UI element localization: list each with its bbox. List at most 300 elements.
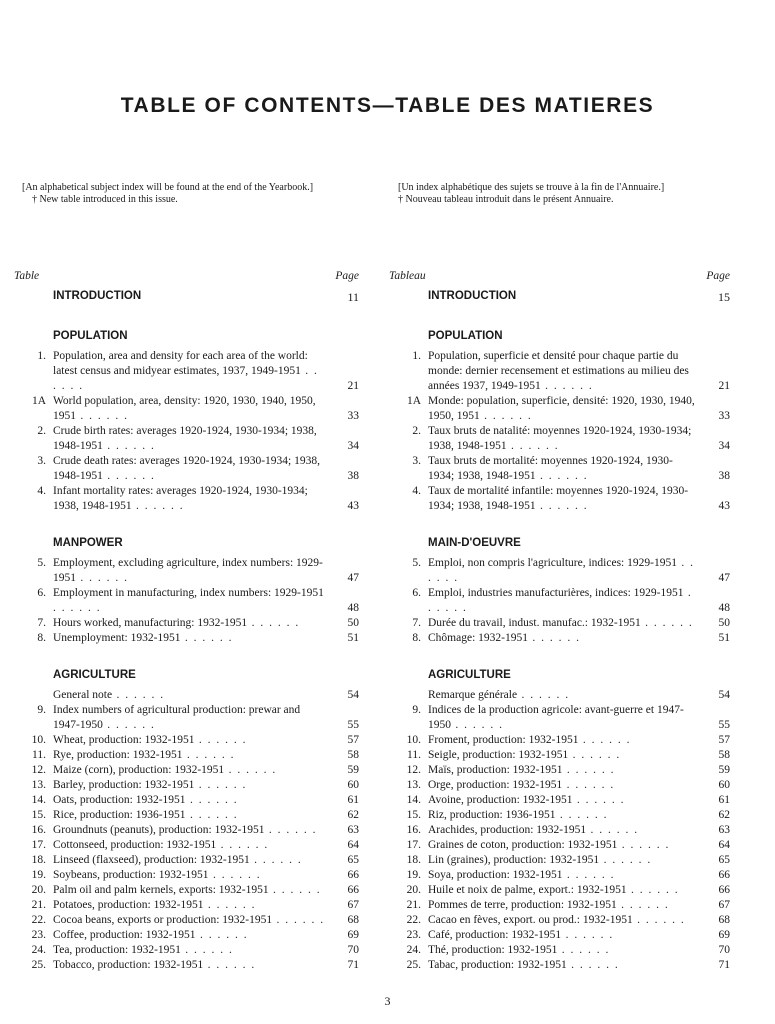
entry-title [428, 484, 698, 514]
toc-entry[interactable] [14, 793, 359, 808]
table-number: 6. [37, 587, 46, 599]
entry-title-text: Index numbers of agricultural production: prewar and 1947-1950 [53, 704, 301, 731]
toc-entry[interactable] [14, 808, 359, 823]
page-ref[interactable]: 43 [718, 500, 730, 512]
page-ref[interactable]: 51 [718, 632, 730, 644]
toc-entry[interactable] [14, 748, 359, 763]
page-ref[interactable]: 58 [347, 749, 359, 761]
dot-leader: . . . . . . [568, 749, 621, 761]
page-ref[interactable]: 70 [718, 944, 730, 956]
toc-entry[interactable] [14, 556, 359, 586]
dot-leader: . . . . . . [626, 884, 680, 896]
toc-entry[interactable] [389, 631, 730, 646]
entry-title [428, 823, 698, 838]
table-number: 3. [37, 455, 46, 467]
table-number: 9. [412, 704, 421, 716]
entry-title-text: Unemployment: 1932-1951 [53, 632, 181, 644]
dot-leader: . . . . . . [561, 929, 614, 941]
entry-title-text: Remarque générale [428, 689, 518, 701]
page-ref[interactable]: 59 [718, 764, 730, 776]
entry-title [53, 838, 327, 853]
dot-leader: . . . . . . [599, 854, 652, 866]
dot-leader: . . . . . . [557, 944, 610, 956]
entry-title-text: Cacao en fèves, export. ou prod.: 1932-1951 [428, 914, 633, 926]
dot-leader: . . . . . . [102, 470, 156, 482]
toc-entry[interactable] [389, 733, 730, 748]
page-ref[interactable]: 59 [347, 764, 359, 776]
page-ref[interactable]: 54 [718, 689, 730, 701]
entry-title-text: Cocoa beans, exports or production: 1932-1951 [53, 914, 273, 926]
entry-title-text: Emploi, non compris l'agriculture, indices: 1929-1951 [428, 557, 677, 569]
entry-title-text: Avoine, production: 1932-1951 [428, 794, 573, 806]
page-ref[interactable]: 47 [347, 572, 359, 584]
entry-title-text: Population, superficie et densité pour chaque partie du monde: dernier recensement et estimations au milieu des années 1937, 1949-1951 [428, 350, 689, 392]
table-number: 25. [31, 959, 46, 971]
entry-title-text: Taux de mortalité infantile: moyennes 1920-1924, 1930-1934; 1938, 1948-1951 [428, 485, 689, 512]
section-introduction [389, 290, 730, 305]
section-introduction [14, 290, 359, 305]
entry-title-text: Oats, production: 1932-1951 [53, 794, 186, 806]
page-ref[interactable]: 60 [718, 779, 730, 791]
table-number: 8. [412, 632, 421, 644]
toc-entry[interactable] [14, 484, 359, 514]
toc-entry[interactable] [14, 703, 359, 733]
entry-title [428, 898, 698, 913]
toc-entry[interactable] [389, 838, 730, 853]
table-number: 5. [412, 557, 421, 569]
table-number: 1A [406, 395, 421, 407]
entry-title-text: Crude death rates: averages 1920-1924, 1930-1934; 1938, 1948-1951 [53, 455, 320, 482]
toc-entry[interactable] [389, 883, 730, 898]
table-number: 17. [406, 839, 421, 851]
toc-entry[interactable] [14, 688, 359, 703]
toc-entry[interactable] [14, 868, 359, 883]
dot-leader: . . . . . . [428, 587, 693, 614]
dot-leader: . . . . . . [195, 929, 249, 941]
table-number: 7. [37, 617, 46, 629]
toc-entry[interactable] [389, 424, 730, 454]
entry-title [53, 778, 327, 793]
table-number: 18. [406, 854, 421, 866]
table-number: 15. [31, 809, 46, 821]
entry-title [428, 928, 698, 943]
dot-leader: . . . . . . [617, 839, 670, 851]
dot-leader: . . . . . . [249, 854, 303, 866]
page-number: 3 [384, 994, 391, 1008]
toc-entry[interactable] [14, 838, 359, 853]
entry-title [53, 748, 327, 763]
toc-entry[interactable] [14, 616, 359, 631]
dot-leader: . . . . . . [180, 632, 233, 644]
page-ref[interactable]: 21 [718, 380, 730, 392]
toc-entry[interactable] [389, 958, 730, 973]
section-heading-label: INTRODUCTION [428, 290, 517, 302]
entry-title [53, 454, 327, 484]
toc-entry[interactable] [14, 454, 359, 484]
toc-entry[interactable] [389, 616, 730, 631]
dot-leader: . . . . . . [76, 572, 129, 584]
toc-entry[interactable] [14, 586, 359, 616]
section-heading: AGRICULTURE [428, 669, 511, 681]
table-number: 19. [31, 869, 46, 881]
left-index-note: [An alphabetical subject index will be found at the end of the Yearbook.] [22, 182, 314, 193]
dot-leader: . . . . . . [535, 470, 589, 482]
right-new-table-note: † Nouveau tableau introduit dans le présent Annuaire. [398, 194, 614, 205]
table-number: 4. [37, 485, 46, 497]
toc-section [14, 537, 359, 646]
page-ref[interactable]: 61 [347, 794, 359, 806]
page-ref[interactable]: 61 [718, 794, 730, 806]
toc-entry[interactable] [389, 823, 730, 838]
page-ref[interactable]: 68 [718, 914, 730, 926]
dot-leader: . . . . . . [264, 824, 317, 836]
page-ref[interactable]: 66 [347, 869, 359, 881]
page-ref[interactable]: 50 [718, 617, 730, 629]
entry-title [428, 763, 698, 778]
toc-entry[interactable] [389, 808, 730, 823]
entry-title-text: Employment, excluding agriculture, index numbers: 1929-1951 [53, 557, 323, 584]
entry-title [53, 733, 327, 748]
entry-title [428, 808, 698, 823]
dot-leader: . . . . . . [112, 689, 165, 701]
dot-leader: . . . . . . [194, 734, 247, 746]
page-ref[interactable]: 43 [347, 500, 359, 512]
table-number: 25. [406, 959, 421, 971]
dot-leader: . . . . . . [216, 839, 269, 851]
entry-title-text: Palm oil and palm kernels, exports: 1932-1951 [53, 884, 269, 896]
entry-title [53, 688, 327, 703]
dot-leader: . . . . . . [578, 734, 631, 746]
entry-title [53, 928, 327, 943]
entry-title [53, 883, 327, 898]
dot-leader: . . . . . . [517, 689, 570, 701]
page-ref[interactable]: 65 [347, 854, 359, 866]
table-number: 6. [412, 587, 421, 599]
entry-title-text: General note [53, 689, 113, 701]
toc-entry[interactable] [14, 943, 359, 958]
toc-entry[interactable] [389, 349, 730, 394]
entry-title-text: Rice, production: 1936-1951 [53, 809, 186, 821]
dot-leader: . . . . . . [527, 632, 581, 644]
page-ref[interactable]: 34 [347, 440, 359, 452]
entry-title [428, 913, 698, 928]
table-number: 15. [406, 809, 421, 821]
page-ref[interactable]: 62 [718, 809, 730, 821]
table-number: 14. [31, 794, 46, 806]
entry-title [428, 394, 698, 424]
toc-entry[interactable] [389, 778, 730, 793]
table-number: 22. [31, 914, 46, 926]
entry-title-text: Rye, production: 1932-1951 [53, 749, 183, 761]
toc-section [389, 669, 730, 973]
entry-title-text: Taux bruts de natalité: moyennes 1920-1924, 1930-1934; 1938, 1948-1951 [428, 425, 692, 452]
table-number: 23. [31, 929, 46, 941]
toc-entry[interactable] [389, 748, 730, 763]
page-ref[interactable]: 64 [718, 839, 730, 851]
entry-title-text: Employment in manufacturing, index numbers: 1929-1951 [53, 587, 324, 599]
entry-title-text: Thé, production: 1932-1951 [428, 944, 558, 956]
section-heading: AGRICULTURE [53, 669, 136, 681]
toc-entry[interactable] [389, 394, 730, 424]
entry-title-text: Café, production: 1932-1951 [428, 929, 562, 941]
toc-entry[interactable] [389, 763, 730, 778]
table-number: 21. [31, 899, 46, 911]
page-ref[interactable]: 69 [347, 929, 359, 941]
table-number: 16. [406, 824, 421, 836]
toc-entry[interactable] [14, 898, 359, 913]
entry-title [53, 823, 327, 838]
toc-section [14, 669, 359, 973]
toc-entry[interactable] [389, 703, 730, 733]
toc-entry[interactable] [14, 733, 359, 748]
dot-leader: . . . . . . [479, 410, 533, 422]
dot-leader: . . . . . . [76, 410, 129, 422]
page-ref[interactable]: 38 [718, 470, 730, 482]
page-ref[interactable]: 54 [347, 689, 359, 701]
entry-title-text: Huile et noix de palme, export.: 1932-1951 [428, 884, 627, 896]
dot-leader: . . . . . . [203, 959, 256, 971]
entry-title-text: Pommes de terre, production: 1932-1951 [428, 899, 617, 911]
dot-leader: . . . . . . [247, 617, 300, 629]
entry-title [53, 556, 327, 586]
page-ref[interactable]: 68 [347, 914, 359, 926]
entry-title [53, 943, 327, 958]
column-header-page: Page [335, 270, 359, 282]
entry-title-text: Groundnuts (peanuts), production: 1932-1951 [53, 824, 265, 836]
toc-entry[interactable] [14, 424, 359, 454]
entry-title [53, 394, 327, 424]
entry-title-text: Riz, production: 1936-1951 [428, 809, 556, 821]
toc-entry[interactable] [14, 823, 359, 838]
section-heading: MANPOWER [53, 537, 123, 549]
section-heading: MAIN-D'OEUVRE [428, 537, 521, 549]
toc-entry[interactable] [389, 586, 730, 616]
page-ref[interactable]: 38 [347, 470, 359, 482]
column-header [14, 270, 359, 288]
table-number: 21. [406, 899, 421, 911]
page-ref[interactable]: 71 [718, 959, 730, 971]
page-title: TABLE OF CONTENTS—TABLE DES MATIERES [120, 94, 655, 117]
page-ref[interactable]: 62 [347, 809, 359, 821]
entry-title [428, 733, 698, 748]
dot-leader: . . . . . . [555, 809, 608, 821]
entry-title-text: Tea, production: 1932-1951 [53, 944, 181, 956]
dot-leader: . . . . . . [632, 914, 686, 926]
table-number: 2. [412, 425, 421, 437]
table-number: 4. [412, 485, 421, 497]
page-ref[interactable]: 57 [718, 734, 730, 746]
dot-leader: . . . . . . [562, 779, 615, 791]
right-notes [398, 182, 728, 206]
entry-title [428, 424, 698, 454]
entry-title [53, 898, 327, 913]
entry-title-text: Maize (corn), production: 1932-1951 [53, 764, 225, 776]
entry-title [428, 853, 698, 868]
toc-entry[interactable] [14, 883, 359, 898]
page-ref[interactable]: 63 [347, 824, 359, 836]
table-number: 12. [31, 764, 46, 776]
toc-entry[interactable] [14, 928, 359, 943]
entry-title-text: Emploi, industries manufacturières, indices: 1929-1951 [428, 587, 684, 599]
toc-entry[interactable] [389, 556, 730, 586]
entry-title-text: Lin (graines), production: 1932-1951 [428, 854, 600, 866]
dot-leader: . . . . . . [224, 764, 277, 776]
table-number: 20. [31, 884, 46, 896]
toc-entry[interactable] [14, 778, 359, 793]
left-new-table-note: † New table introduced in this issue. [32, 194, 178, 205]
page-ref[interactable]: 63 [718, 824, 730, 836]
table-number: 24. [31, 944, 46, 956]
page-ref[interactable]: 33 [718, 410, 730, 422]
section-heading [53, 290, 359, 305]
page-ref[interactable]: 48 [347, 602, 359, 614]
table-number: 1. [37, 350, 46, 362]
toc-entry[interactable] [389, 913, 730, 928]
table-number: 3. [412, 455, 421, 467]
page-ref[interactable]: 48 [718, 602, 730, 614]
dot-leader: . . . . . . [451, 719, 504, 731]
entry-title [53, 958, 327, 973]
left-notes [22, 182, 358, 206]
entry-title [428, 748, 698, 763]
table-number: 10. [31, 734, 46, 746]
page-ref[interactable]: 34 [718, 440, 730, 452]
page-ref[interactable]: 11 [347, 290, 359, 304]
toc-entry[interactable] [389, 853, 730, 868]
page-ref[interactable]: 47 [718, 572, 730, 584]
toc-entry[interactable] [14, 958, 359, 973]
entry-title [53, 853, 327, 868]
table-number: 1A [31, 395, 46, 407]
left-toc-column [14, 270, 359, 973]
entry-title-text: Tobacco, production: 1932-1951 [53, 959, 204, 971]
toc-entry[interactable] [389, 688, 730, 703]
toc-entry[interactable] [14, 853, 359, 868]
table-number: 9. [37, 704, 46, 716]
toc-entry[interactable] [14, 913, 359, 928]
page-ref[interactable]: 65 [718, 854, 730, 866]
page-ref[interactable]: 71 [347, 959, 359, 971]
dot-leader: . . . . . . [185, 794, 239, 806]
entry-title-text: Tabac, production: 1932-1951 [428, 959, 567, 971]
entry-title-text: Maïs, production: 1932-1951 [428, 764, 563, 776]
table-number: 23. [406, 929, 421, 941]
table-number: 8. [37, 632, 46, 644]
page-ref[interactable]: 66 [718, 869, 730, 881]
entry-title [428, 958, 698, 973]
entry-title-text: Froment, production: 1932-1951 [428, 734, 579, 746]
table-number: 16. [31, 824, 46, 836]
page-ref[interactable]: 64 [347, 839, 359, 851]
toc-entry[interactable] [389, 898, 730, 913]
entry-title-text: Arachides, production: 1932-1951 [428, 824, 587, 836]
table-number: 10. [406, 734, 421, 746]
table-number: 22. [406, 914, 421, 926]
entry-title-text: Chômage: 1932-1951 [428, 632, 528, 644]
table-number: 17. [31, 839, 46, 851]
toc-entry[interactable] [389, 454, 730, 484]
page-ref[interactable]: 57 [347, 734, 359, 746]
page-ref[interactable]: 66 [347, 884, 359, 896]
entry-title [53, 631, 327, 646]
page-ref[interactable]: 67 [347, 899, 359, 911]
table-number: 13. [31, 779, 46, 791]
toc-entry[interactable] [389, 868, 730, 883]
page-ref[interactable]: 55 [347, 719, 359, 731]
entry-title-text: Wheat, production: 1932-1951 [53, 734, 195, 746]
entry-title [53, 763, 327, 778]
entry-title [428, 838, 698, 853]
section-heading-label: INTRODUCTION [53, 290, 142, 302]
page-ref[interactable]: 58 [718, 749, 730, 761]
entry-title [428, 793, 698, 808]
dot-leader: . . . . . . [203, 899, 256, 911]
toc-entry[interactable] [14, 349, 359, 394]
page-ref[interactable]: 66 [718, 884, 730, 896]
toc-section [389, 330, 730, 514]
toc-entry[interactable] [389, 928, 730, 943]
table-number: 19. [406, 869, 421, 881]
entry-title [53, 868, 327, 883]
toc-entry[interactable] [389, 793, 730, 808]
dot-leader: . . . . . . [535, 500, 589, 512]
dot-leader: . . . . . . [562, 764, 615, 776]
toc-entry[interactable] [14, 394, 359, 424]
toc-section [14, 330, 359, 514]
entry-title [428, 556, 698, 586]
entry-title-text: Orge, production: 1932-1951 [428, 779, 563, 791]
toc-entry[interactable] [389, 484, 730, 514]
dot-leader: . . . . . . [572, 794, 625, 806]
table-number: 7. [412, 617, 421, 629]
page-ref[interactable]: 70 [347, 944, 359, 956]
entry-title-text: World population, area, density: 1920, 1930, 1940, 1950, 1951 [53, 395, 316, 422]
entry-title [53, 586, 327, 616]
page-ref[interactable]: 50 [347, 617, 359, 629]
entry-title [428, 349, 698, 394]
table-number: 11. [407, 749, 421, 761]
right-index-note: [Un index alphabétique des sujets se trouve à la fin de l'Annuaire.] [398, 182, 665, 193]
dot-leader: . . . . . . [194, 779, 247, 791]
page-ref[interactable]: 51 [347, 632, 359, 644]
dot-leader: . . . . . . [428, 557, 695, 584]
page-ref[interactable]: 33 [347, 410, 359, 422]
entry-title-text: Population, area and density for each area of the world: latest census and midyear estimates, 1937, 1949-1951 [53, 350, 308, 377]
column-header-page: Page [706, 270, 730, 282]
page-ref[interactable]: 15 [718, 290, 730, 304]
toc-entry[interactable] [14, 631, 359, 646]
entry-title-text: Indices de la production agricole: avant-guerre et 1947-1950 [428, 704, 684, 731]
entry-title [428, 616, 698, 631]
entry-title [53, 808, 327, 823]
entry-title [53, 616, 327, 631]
entry-title-text: Seigle, production: 1932-1951 [428, 749, 569, 761]
page-ref[interactable]: 67 [718, 899, 730, 911]
page-ref[interactable]: 60 [347, 779, 359, 791]
page-ref[interactable]: 69 [718, 929, 730, 941]
right-toc-column [389, 270, 730, 973]
dot-leader: . . . . . . [272, 914, 325, 926]
entry-title-text: Durée du travail, indust. manufac.: 1932-1951 [428, 617, 641, 629]
toc-section [389, 537, 730, 646]
page-ref[interactable]: 55 [718, 719, 730, 731]
dot-leader: . . . . . . [131, 500, 185, 512]
toc-entry[interactable] [389, 943, 730, 958]
dot-leader: . . . . . . [268, 884, 322, 896]
page-ref[interactable]: 21 [347, 380, 359, 392]
entry-title [53, 793, 327, 808]
toc-entry[interactable] [14, 763, 359, 778]
